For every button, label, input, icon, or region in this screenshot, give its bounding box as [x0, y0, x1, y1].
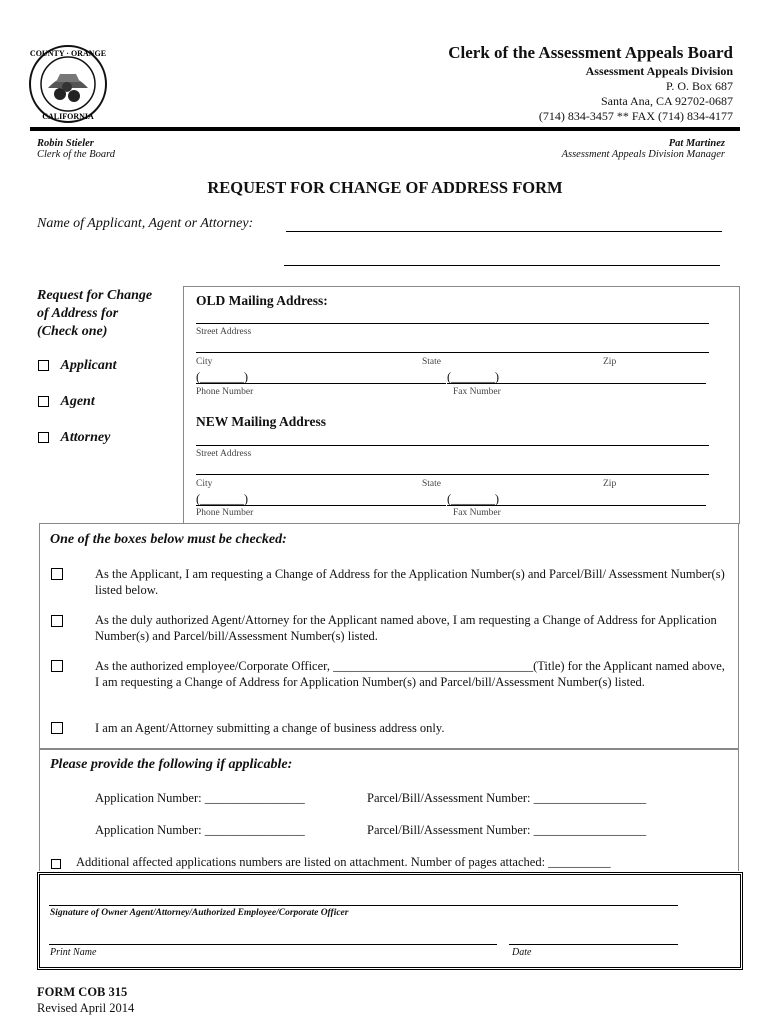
- new-phone-area: (_______): [196, 492, 249, 506]
- form-number: FORM COB 315: [37, 985, 128, 999]
- revision-date: Revised April 2014: [37, 1001, 135, 1015]
- manager-name: Pat Martinez: [668, 138, 725, 149]
- new-phone-field[interactable]: [196, 505, 446, 506]
- application-number-field-2[interactable]: Application Number: ________________: [95, 823, 305, 837]
- option-agent[interactable]: [38, 394, 95, 410]
- agent-checkbox[interactable]: [38, 396, 49, 407]
- option-applicant[interactable]: [38, 358, 117, 374]
- old-street-field[interactable]: [196, 323, 709, 324]
- date-caption: Date: [512, 947, 532, 958]
- new-city-state-zip-field[interactable]: [196, 474, 709, 475]
- attachment-text: Additional affected applications numbers are listed on attachment. Number of pages attached: __________: [76, 855, 611, 869]
- request-heading-line2: of Address for: [37, 306, 119, 321]
- old-phone-caption: Phone Number: [196, 387, 254, 397]
- attachment-option[interactable]: [51, 855, 61, 873]
- applicable-heading: Please provide the following if applicable:: [50, 757, 293, 772]
- print-name-field[interactable]: [49, 944, 497, 945]
- applicant-name-label: Name of Applicant, Agent or Attorney:: [37, 216, 254, 231]
- print-name-caption: Print Name: [50, 947, 97, 958]
- office-address-block: [539, 64, 733, 124]
- option-applicant-label: Applicant: [60, 358, 117, 373]
- parcel-number-field-2[interactable]: Parcel/Bill/Assessment Number: __________________: [367, 823, 647, 837]
- signature-field[interactable]: [49, 905, 678, 906]
- old-city-state-zip-field[interactable]: [196, 352, 709, 353]
- certification-heading: One of the boxes below must be checked:: [50, 532, 287, 547]
- request-heading-line1: Request for Change: [37, 288, 153, 303]
- option-agent-label: Agent: [60, 394, 95, 409]
- certify-option-4[interactable]: [51, 719, 63, 737]
- new-address-heading: NEW Mailing Address: [196, 414, 327, 429]
- new-fax-field[interactable]: [447, 505, 706, 506]
- po-box: P. O. Box 687: [665, 79, 733, 93]
- clerk-name: Robin Stieler: [37, 138, 94, 149]
- date-field[interactable]: [509, 944, 678, 945]
- new-phone-caption: Phone Number: [196, 508, 254, 518]
- certify-text-1: As the Applicant, I am requesting a Change of Address for the Application Number(s) and Parcel/Bill/ Assessment Number(s) listed below.: [95, 567, 725, 597]
- manager-title: Assessment Appeals Division Manager: [561, 149, 725, 160]
- old-phone-area: (_______): [196, 370, 249, 384]
- clerk-info: [37, 138, 115, 160]
- old-fax-field[interactable]: [447, 383, 706, 384]
- application-number-field-1[interactable]: Application Number: ________________: [95, 791, 305, 805]
- new-zip-caption: Zip: [603, 479, 617, 489]
- applicant-name-field-line2[interactable]: [284, 265, 720, 266]
- header-divider: [30, 127, 740, 131]
- new-fax-caption: Fax Number: [453, 508, 501, 518]
- new-fax-area: (_______): [447, 492, 500, 506]
- division-name: Assessment Appeals Division: [585, 64, 733, 78]
- office-title: Clerk of the Assessment Appeals Board: [448, 43, 733, 62]
- old-phone-field[interactable]: [196, 383, 446, 384]
- attachment-checkbox[interactable]: [51, 859, 61, 869]
- certify-checkbox-1[interactable]: [51, 568, 63, 580]
- manager-info: [562, 138, 725, 160]
- city-state-zip: Santa Ana, CA 92702-0687: [601, 94, 733, 108]
- new-street-caption: Street Address: [196, 449, 252, 459]
- option-attorney-label: Attorney: [60, 430, 111, 445]
- certify-text-2: As the duly authorized Agent/Attorney for the Applicant named above, I am requesting a Change of Address for Application Number(s) and Parcel/bill/Assessment Number(s) listed.: [95, 613, 717, 643]
- certify-checkbox-4[interactable]: [51, 722, 63, 734]
- new-state-caption: State: [422, 479, 441, 489]
- certify-option-3[interactable]: [51, 657, 63, 675]
- signature-box: [37, 872, 743, 970]
- old-state-caption: State: [422, 357, 441, 367]
- address-box: [183, 286, 740, 524]
- certify-checkbox-3[interactable]: [51, 660, 63, 672]
- old-city-caption: City: [196, 357, 213, 367]
- old-fax-area: (_______): [447, 370, 500, 384]
- form-title: REQUEST FOR CHANGE OF ADDRESS FORM: [207, 178, 563, 197]
- option-attorney[interactable]: [38, 430, 110, 446]
- svg-text:CALIFORNIA: CALIFORNIA: [42, 112, 94, 121]
- certify-option-2[interactable]: [51, 612, 63, 630]
- clerk-title: Clerk of the Board: [37, 149, 116, 160]
- request-heading-line3: (Check one): [37, 324, 108, 339]
- old-street-caption: Street Address: [196, 327, 252, 337]
- old-fax-caption: Fax Number: [453, 387, 501, 397]
- old-zip-caption: Zip: [603, 357, 617, 367]
- county-seal-logo: [28, 44, 108, 124]
- old-address-heading: OLD Mailing Address:: [196, 293, 328, 308]
- applicant-name-field-line1[interactable]: [286, 231, 722, 232]
- request-heading: [37, 287, 152, 341]
- new-street-field[interactable]: [196, 445, 709, 446]
- certify-option-1[interactable]: [51, 565, 63, 583]
- certify-text-4: I am an Agent/Attorney submitting a change of business address only.: [95, 721, 445, 735]
- phone-fax: (714) 834-3457 ** FAX (714) 834-4177: [538, 109, 733, 123]
- certify-checkbox-2[interactable]: [51, 615, 63, 627]
- new-city-caption: City: [196, 479, 213, 489]
- certify-text-3: As the authorized employee/Corporate Officer, ________________________________(Title) for the Applicant named above, I am requesting a Change of Address for Application Number(s) and Parcel/bill/Assessment Number(s) listed.: [95, 659, 725, 689]
- svg-text:COUNTY · ORANGE: COUNTY · ORANGE: [29, 49, 107, 58]
- attorney-checkbox[interactable]: [38, 432, 49, 443]
- applicant-checkbox[interactable]: [38, 360, 49, 371]
- parcel-number-field-1[interactable]: Parcel/Bill/Assessment Number: __________________: [367, 791, 647, 805]
- signature-caption: Signature of Owner Agent/Attorney/Authorized Employee/Corporate Officer: [50, 908, 349, 918]
